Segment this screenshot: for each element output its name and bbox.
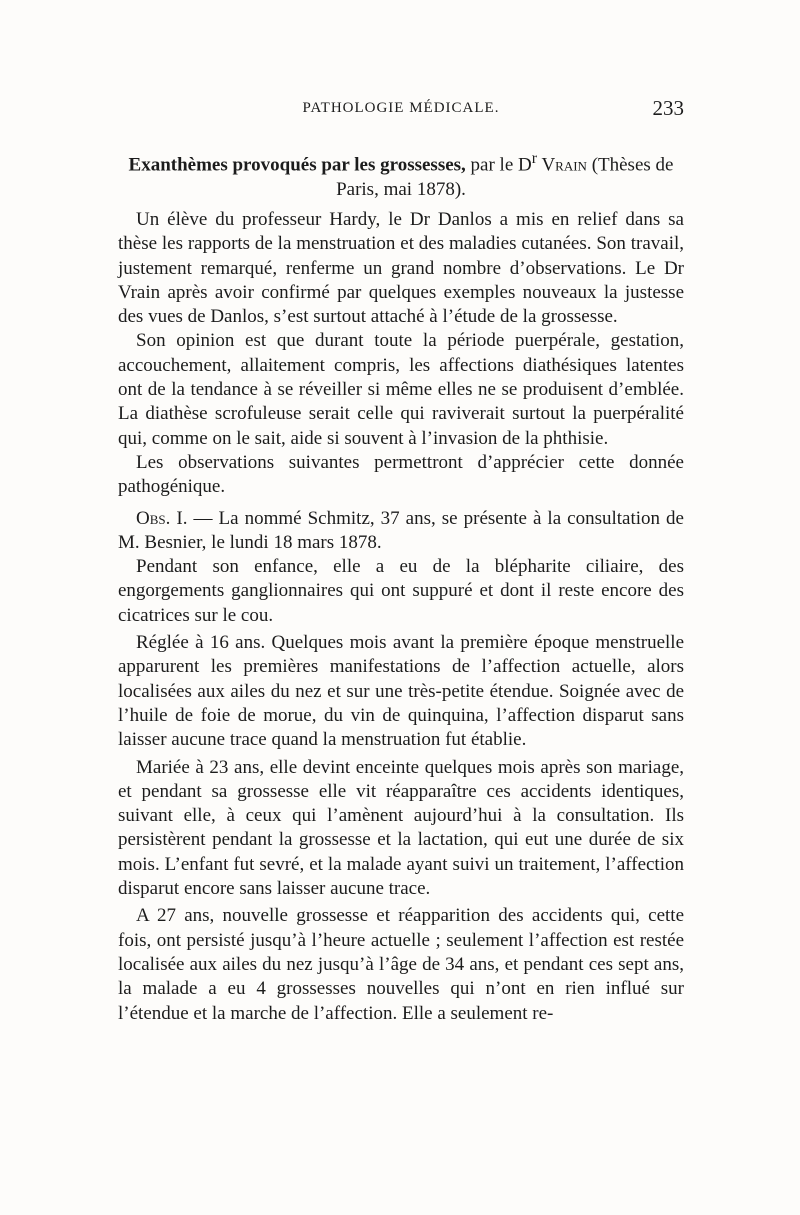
title-sup: r	[531, 150, 538, 167]
observation-label: Obs. I. —	[136, 507, 213, 529]
title-rest: (Thèses de Paris, mai 1878).	[336, 154, 674, 201]
paragraph-1: Un élève du professeur Hardy, le Dr Danlos a mis en relief dans sa thèse les rapports de la menstruation et des maladies cutanées. Son travail, justement remarqué, renferme un grand nombre d’observations. Le Dr Vrain après avoir confirmé par quelques exemples nouveaux la justesse des vues de Danlos, s’est surtout attaché à l’étude de la grossesse.	[118, 209, 684, 328]
paragraph-7: Mariée à 23 ans, elle devint enceinte quelques mois après son mariage, et pendant sa grossesse elle vit réapparaître ces accidents identiques, suivant elle, à ceux qui l’amènent aujourd’hui à la consultation. Ils persistèrent pendant la grossesse et la lactation, qui eut une durée de six mois. L’enfant fut sevré, et la malade ayant suivi un traitement, l’affection disparut encore sans laisser aucune trace.	[118, 756, 684, 900]
page-number: 233	[652, 96, 684, 120]
observation-1	[118, 507, 684, 556]
observation-text: La nommé Schmitz, 37 ans, se présente à la consultation de M. Besnier, le lundi 18 mars 1878.	[118, 507, 684, 553]
paragraph-2: Son opinion est que durant toute la période puerpérale, gestation, accouchement, allaitement compris, les affections diathésiques latentes ont de la tendance à se réveiller si même elles ne se produisent d’emblée. La diathèse scrofuleuse serait celle qui raviverait surtout la puerpéralité qui, comme on le sait, aide si souvent à l’invasion de la phthisie.	[118, 330, 684, 449]
article-title	[118, 146, 684, 202]
article-body	[118, 208, 684, 1026]
title-author: Vrain	[537, 154, 587, 176]
page-header	[118, 96, 684, 124]
running-head: PATHOLOGIE MÉDICALE.	[302, 100, 500, 116]
paragraph-3: Les observations suivantes permettront d’apprécier cette donnée pathogénique.	[118, 451, 684, 498]
paragraph-8: A 27 ans, nouvelle grossesse et réapparition des accidents qui, cette fois, ont persisté jusqu’à l’heure actuelle ; seulement l’affection est restée localisée aux ailes du nez jusqu’à l’âge de 34 ans, et pendant ces sept ans, la malade a eu 4 grossesses nouvelles qui n’ont en rien influé sur l’étendue et la marche de l’affection. Elle a seulement re-	[118, 905, 684, 1024]
title-by: par le D	[465, 154, 532, 176]
paragraph-5: Pendant son enfance, elle a eu de la blépharite ciliaire, des engorgements ganglionnaires qui ont suppuré et dont il reste encore des cicatrices sur le cou.	[118, 556, 684, 626]
title-bold: Exanthèmes provoqués par les grossesses,	[128, 154, 466, 176]
paragraph-6: Réglée à 16 ans. Quelques mois avant la première époque menstruelle apparurent les premières manifestations de l’affection actuelle, alors localisées aux ailes du nez et sur une très-petite étendue. Soignée avec de l’huile de foie de morue, du vin de quinquina, l’affection disparut sans laisser aucune trace quand la menstruation fut établie.	[118, 632, 684, 751]
